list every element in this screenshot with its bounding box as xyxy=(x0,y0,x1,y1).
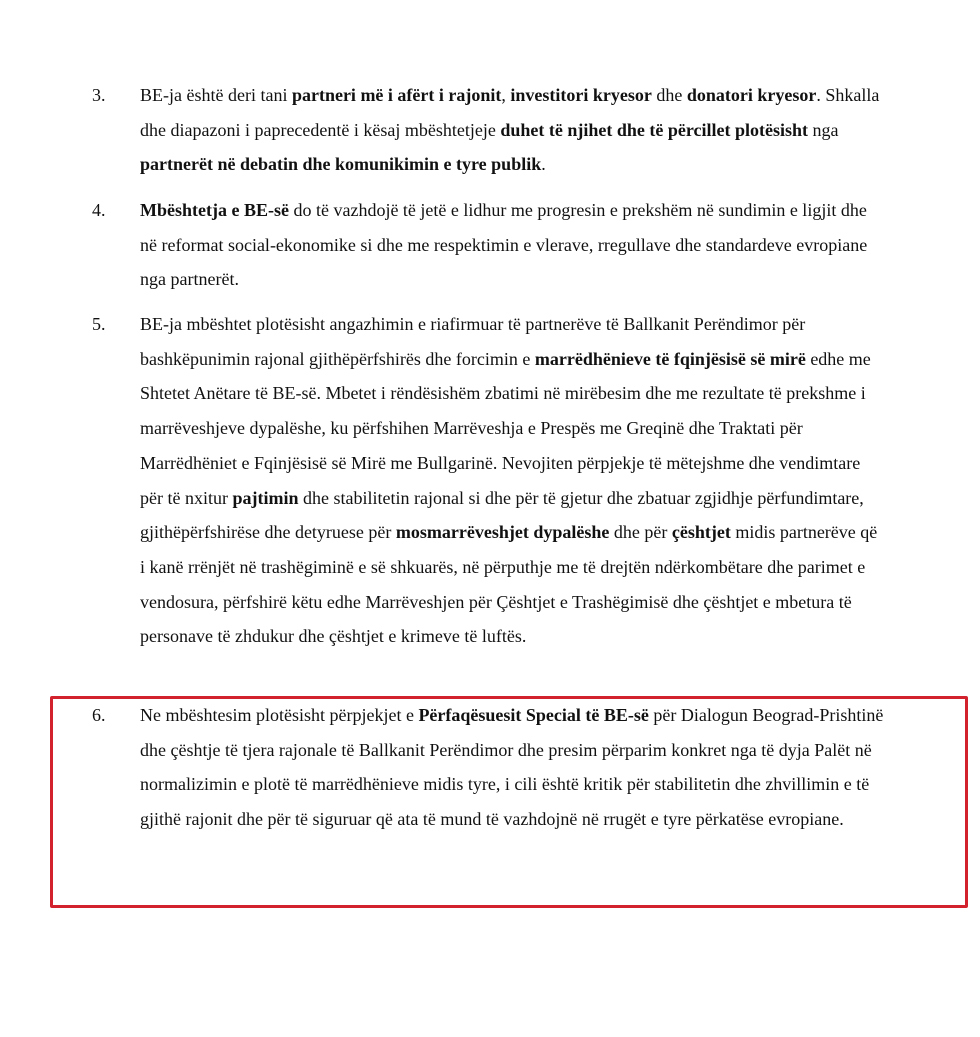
paragraph-text xyxy=(140,78,885,182)
paragraph-number: 3. xyxy=(92,85,106,105)
bold-text-segment: pajtimin xyxy=(232,487,299,508)
text-segment: dhe xyxy=(651,85,687,105)
text-segment: dhe për xyxy=(609,522,672,543)
text-segment: BE-ja është deri tani xyxy=(140,85,292,105)
numbered-paragraph-6 xyxy=(92,698,960,837)
paragraph-text xyxy=(140,698,885,837)
text-segment: midis partnerëve që i kanë rrënjët në trashëgiminë e së shkuarës, në përputhje me të drejtën ndërkombëtare dhe parimet e vendosura, përfshirë këtu edhe Marrëveshjen për Çështjet e Trashëgimisë dhe çështjet e mbetura të personave të zhdukur dhe çështjet e krimeve të luftës. xyxy=(140,522,878,647)
bold-text-segment: marrëdhënieve të fqinjësisë së mirë xyxy=(534,348,806,369)
text-segment: nga xyxy=(808,119,839,140)
text-segment: . xyxy=(541,154,546,175)
numbered-paragraph-4 xyxy=(92,193,960,297)
text-segment: dhe stabilitetin rajonal si dhe për të gjetur dhe zbatuar zgjidhje përfundimtare, gjithëpërfshirëse dhe detyruese për xyxy=(140,487,864,543)
text-segment: edhe me Shtetet Anëtare të BE-së. Mbetet i rëndësishëm zbatimi në mirëbesim dhe me rezultate të prekshme i marrëveshjeve dypalëshe, ku përfshihen Marrëveshja e Prespës me Greqinë dhe Traktati për Marrëdhëniet e Fqinjësisë së Mirë me Bullgarinë. Nevojiten përpjekje të mëtejshme dhe vendimtare për të nxitur xyxy=(140,348,871,508)
bold-text-segment: Përfaqësuesit Special të BE-së xyxy=(418,705,649,725)
bold-text-segment: partnerët në debatin dhe komunikimin e tyre publik xyxy=(140,154,542,175)
bold-text-segment: partneri më i afërt i rajonit xyxy=(291,85,502,105)
paragraph-text xyxy=(140,193,885,297)
numbered-paragraph-5 xyxy=(92,307,960,654)
paragraph-number: 5. xyxy=(92,314,106,334)
paragraph-number: 4. xyxy=(92,200,106,220)
bold-text-segment: mosmarrëveshjet dypalëshe xyxy=(395,522,610,543)
bold-text-segment: Mbështetja e BE-së xyxy=(140,200,289,220)
text-segment: do të vazhdojë të jetë e lidhur me progresin e prekshëm në sundimin e ligjit dhe në reformat social-ekonomike si dhe me respektimin e vlerave, rregullave dhe standardeve evropiane nga partnerët. xyxy=(140,200,868,290)
text-segment: për Dialogun Beograd-Prishtinë dhe çështje të tjera rajonale të Ballkanit Perëndimor dhe presim përparim konkret nga të dyja Palët në normalizimin e plotë të marrëdhënieve midis tyre, i cili është kritik për stabilitetin dhe zhvillimin e të gjithë rajonit dhe për të siguruar që ata të mund të vazhdojnë në rrugët e tyre përkatëse evropiane. xyxy=(140,705,884,830)
text-segment: Ne mbështesim plotësisht përpjekjet e xyxy=(140,705,419,725)
text-segment: BE-ja mbështet plotësisht angazhimin e riafirmuar të partnerëve të Ballkanit Perëndimor për bashkëpunimin rajonal gjithëpërfshirës dhe forcimin e xyxy=(140,314,806,369)
numbered-paragraph-3 xyxy=(92,78,960,182)
bold-text-segment: duhet të njihet dhe të përcillet plotësisht xyxy=(500,119,808,140)
text-segment: , xyxy=(501,85,511,105)
paragraph-number: 6. xyxy=(92,705,106,725)
bold-text-segment: çështjet xyxy=(671,522,731,543)
bold-text-segment: investitori kryesor xyxy=(510,85,652,105)
bold-text-segment: donatori kryesor xyxy=(686,85,817,105)
paragraph-text xyxy=(140,307,885,654)
text-segment: . Shkalla dhe diapazoni i paprecedentë i kësaj mbështetjeje xyxy=(140,85,880,140)
